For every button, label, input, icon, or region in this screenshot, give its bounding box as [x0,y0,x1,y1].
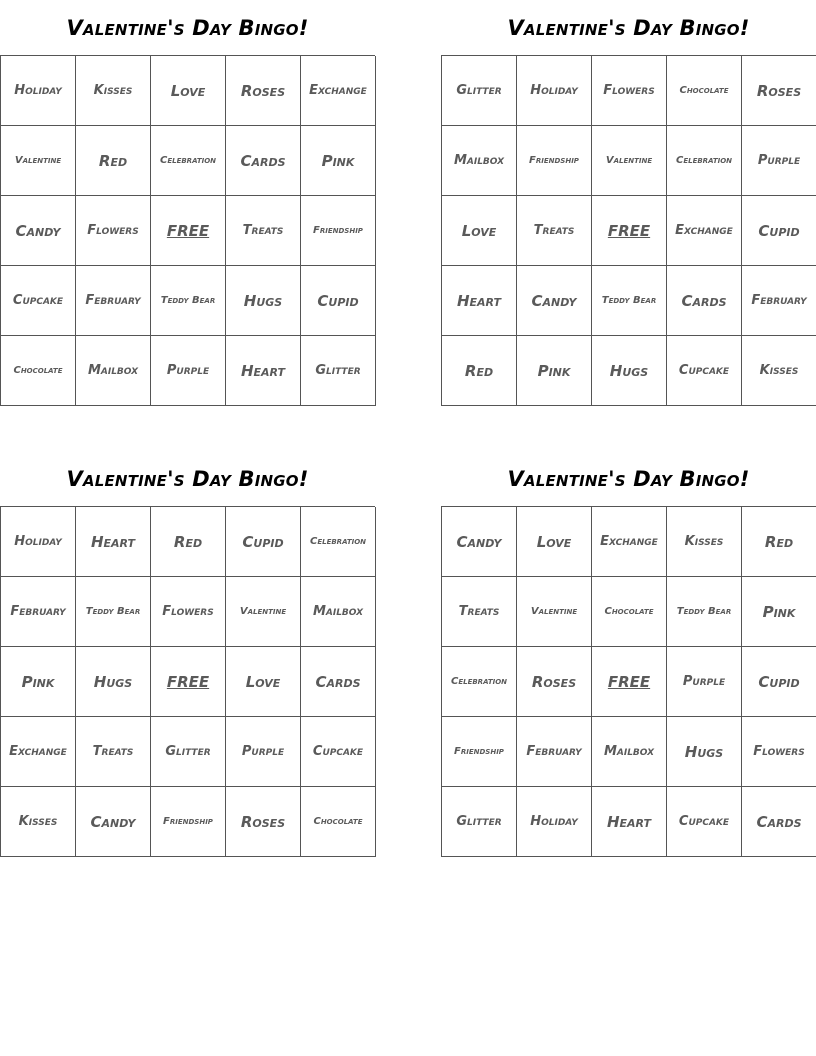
bingo-cell: Glitter [442,56,517,126]
bingo-cell: Cupid [301,266,376,336]
bingo-cell: Valentine [517,577,592,647]
bingo-cell: Friendship [517,126,592,196]
bingo-cell: Flowers [592,56,667,126]
bingo-cell: Purple [226,717,301,787]
bingo-cell: Roses [226,787,301,857]
card-title: Valentine's Day Bingo! [507,15,750,40]
bingo-cell: Holiday [1,56,76,126]
bingo-cell: Cupid [226,507,301,577]
bingo-card-2 [441,0,816,406]
bingo-cell: Cards [226,126,301,196]
free-space: FREE [151,647,226,717]
bingo-cell: Flowers [151,577,226,647]
bingo-cell: Valentine [1,126,76,196]
bingo-cell: February [76,266,151,336]
bingo-grid [0,55,375,406]
bingo-cell: Chocolate [667,56,742,126]
bingo-cell: Holiday [1,507,76,577]
bingo-cell: Mailbox [442,126,517,196]
card-title: Valentine's Day Bingo! [66,15,309,40]
bingo-cell: Cupcake [301,717,376,787]
bingo-cell: February [1,577,76,647]
bingo-cell: Treats [76,717,151,787]
bingo-cell: Celebration [301,507,376,577]
bingo-cell: Cupcake [667,336,742,406]
bingo-cell: Hugs [76,647,151,717]
bingo-cell: Treats [517,196,592,266]
bingo-cell: Teddy Bear [151,266,226,336]
bingo-cell: Treats [226,196,301,266]
bingo-cell: Chocolate [592,577,667,647]
bingo-cell: Purple [151,336,226,406]
bingo-cell: Holiday [517,787,592,857]
bingo-cell: Pink [1,647,76,717]
bingo-cell: Cupid [742,196,816,266]
free-space: FREE [151,196,226,266]
bingo-cell: Heart [592,787,667,857]
bingo-cell: Purple [742,126,816,196]
bingo-cell: Glitter [151,717,226,787]
bingo-cell: Cupcake [1,266,76,336]
bingo-cell: Mailbox [301,577,376,647]
bingo-cell: Chocolate [301,787,376,857]
bingo-cell: Love [151,56,226,126]
bingo-card-1 [0,0,375,406]
bingo-cell: Pink [517,336,592,406]
bingo-cell: Kisses [742,336,816,406]
bingo-cell: Exchange [301,56,376,126]
bingo-cell: Mailbox [592,717,667,787]
bingo-cell: Candy [442,507,517,577]
bingo-cell: Celebration [442,647,517,717]
bingo-cell: Red [442,336,517,406]
card-title: Valentine's Day Bingo! [507,466,750,491]
bingo-cell: Glitter [301,336,376,406]
bingo-cell: Kisses [76,56,151,126]
card-title: Valentine's Day Bingo! [66,466,309,491]
bingo-cell: Cards [742,787,816,857]
bingo-cell: February [742,266,816,336]
bingo-grid [0,506,375,857]
bingo-cell: Cupcake [667,787,742,857]
bingo-cell: Treats [442,577,517,647]
bingo-cell: Pink [742,577,816,647]
bingo-cell: Friendship [151,787,226,857]
bingo-cell: Kisses [1,787,76,857]
bingo-cell: Celebration [151,126,226,196]
bingo-cell: Heart [76,507,151,577]
bingo-cell: Valentine [226,577,301,647]
bingo-cell: Cupid [742,647,816,717]
bingo-cell: Flowers [742,717,816,787]
bingo-cell: Glitter [442,787,517,857]
bingo-cell: Chocolate [1,336,76,406]
bingo-cell: Mailbox [76,336,151,406]
bingo-cell: Hugs [592,336,667,406]
bingo-cell: Exchange [1,717,76,787]
bingo-cell: Candy [517,266,592,336]
bingo-cell: Purple [667,647,742,717]
bingo-cell: Love [517,507,592,577]
bingo-cell: Kisses [667,507,742,577]
bingo-cell: Teddy Bear [667,577,742,647]
bingo-cell: Hugs [226,266,301,336]
bingo-cell: Love [226,647,301,717]
bingo-cell: Candy [76,787,151,857]
bingo-cell: Exchange [592,507,667,577]
bingo-cell: Pink [301,126,376,196]
bingo-cell: Teddy Bear [76,577,151,647]
bingo-cell: Roses [517,647,592,717]
bingo-cell: Teddy Bear [592,266,667,336]
bingo-cell: February [517,717,592,787]
bingo-cell: Love [442,196,517,266]
bingo-cell: Candy [1,196,76,266]
bingo-cell: Holiday [517,56,592,126]
bingo-cell: Hugs [667,717,742,787]
bingo-cell: Red [76,126,151,196]
bingo-cell: Cards [667,266,742,336]
bingo-cell: Valentine [592,126,667,196]
free-space: FREE [592,196,667,266]
bingo-cell: Red [742,507,816,577]
bingo-cell: Heart [226,336,301,406]
bingo-cell: Red [151,507,226,577]
bingo-grid [441,506,816,857]
bingo-cell: Exchange [667,196,742,266]
bingo-card-4 [441,451,816,857]
bingo-cell: Flowers [76,196,151,266]
bingo-cell: Friendship [301,196,376,266]
bingo-cell: Cards [301,647,376,717]
bingo-cell: Roses [226,56,301,126]
bingo-grid [441,55,816,406]
bingo-cell: Friendship [442,717,517,787]
bingo-cell: Heart [442,266,517,336]
bingo-card-3 [0,451,375,857]
free-space: FREE [592,647,667,717]
bingo-cell: Celebration [667,126,742,196]
bingo-cell: Roses [742,56,816,126]
